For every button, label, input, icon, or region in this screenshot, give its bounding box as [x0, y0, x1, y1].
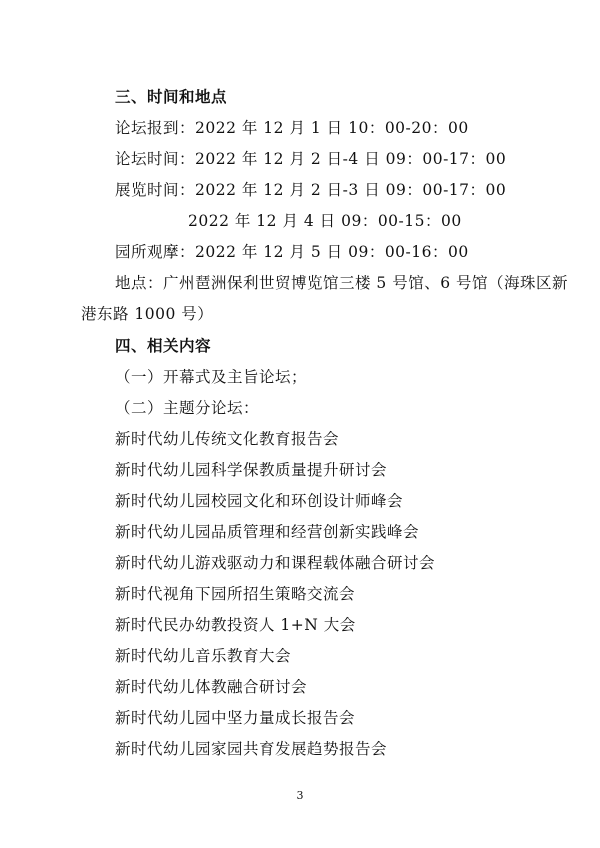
section-heading-time-location: 三、时间和地点: [115, 88, 228, 106]
location-line-2: 港东路 1000 号）: [81, 305, 214, 323]
subforum-item: 新时代幼儿园中坚力量成长报告会: [115, 709, 356, 727]
content-item-subforums: （二）主题分论坛：: [115, 399, 260, 417]
subforum-item: 新时代幼儿园家园共育发展趋势报告会: [115, 740, 388, 758]
forum-registration-line: 论坛报到：2022 年 12 月 1 日 10：00-20：00: [115, 119, 469, 137]
exhibition-time-line: 展览时间：2022 年 12 月 2 日-3 日 09：00-17：00: [115, 181, 507, 199]
campus-visit-line: 园所观摩：2022 年 12 月 5 日 09：00-16：00: [115, 243, 469, 261]
forum-time-line: 论坛时间：2022 年 12 月 2 日-4 日 09：00-17：00: [115, 150, 507, 168]
subforum-item: 新时代民办幼教投资人 1+N 大会: [115, 616, 356, 634]
subforum-item: 新时代幼儿园科学保教质量提升研讨会: [115, 461, 388, 479]
content-item-opening: （一）开幕式及主旨论坛；: [115, 368, 308, 386]
location-line-1: 地点：广州琶洲保利世贸博览馆三楼 5 号馆、6 号馆（海珠区新: [115, 274, 569, 292]
subforum-item: 新时代幼儿体教融合研讨会: [115, 678, 308, 696]
subforum-item: 新时代幼儿传统文化教育报告会: [115, 430, 340, 448]
subforum-item: 新时代幼儿音乐教育大会: [115, 647, 292, 665]
subforum-item: 新时代视角下园所招生策略交流会: [115, 585, 356, 603]
subforum-item: 新时代幼儿园校园文化和环创设计师峰会: [115, 492, 404, 510]
subforum-item: 新时代幼儿园品质管理和经营创新实践峰会: [115, 523, 420, 541]
section-heading-related-content: 四、相关内容: [115, 337, 212, 355]
exhibition-time-line-2: 2022 年 12 月 4 日 09：00-15：00: [188, 212, 462, 230]
subforum-item: 新时代幼儿游戏驱动力和课程载体融合研讨会: [115, 554, 436, 572]
page-number: 3: [296, 789, 304, 802]
